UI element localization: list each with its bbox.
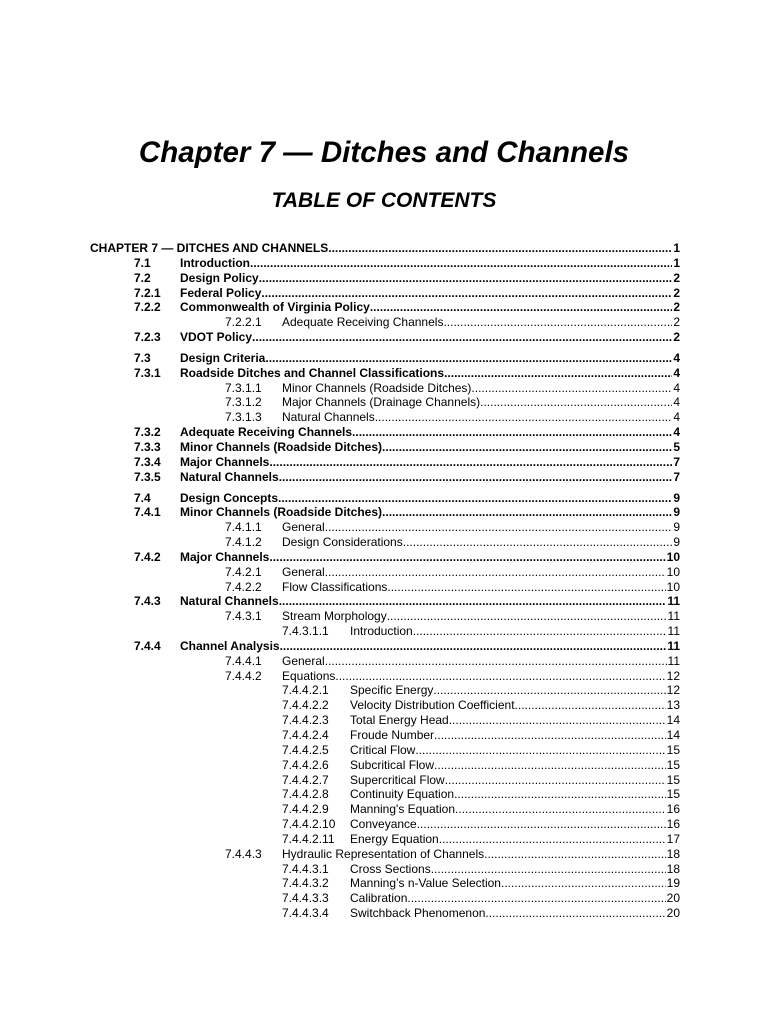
- toc-entry-page-number: 9: [673, 520, 680, 535]
- toc-entry-page-number: 19: [666, 876, 680, 891]
- toc-entry-number: 7.4.3.1: [225, 609, 262, 624]
- toc-entry-label: Manning’s n-Value Selection: [350, 876, 501, 891]
- dot-leader: [445, 773, 666, 788]
- toc-entry[interactable]: [90, 758, 680, 773]
- dot-leader: [431, 862, 666, 877]
- toc-entry-number: 7.4.4.3.1: [282, 861, 329, 876]
- toc-entry-label: Minor Channels (Roadside Ditches): [180, 505, 383, 520]
- toc-entry-label: General: [282, 520, 325, 535]
- toc-entry-number: 7.4.4.2.3: [282, 713, 329, 728]
- toc-entry[interactable]: [90, 683, 680, 698]
- toc-entry-number: 7.4.1.1: [225, 520, 262, 535]
- toc-entry-page-number: 15: [666, 772, 680, 787]
- toc-entry[interactable]: [90, 520, 680, 535]
- toc-entry[interactable]: [90, 713, 680, 728]
- dot-leader: [417, 817, 666, 832]
- toc-entry-label: Equations: [282, 668, 336, 683]
- toc-entry-page-number: 4: [673, 365, 680, 380]
- toc-entry-number: 7.4.4: [134, 638, 161, 653]
- toc-entry[interactable]: [90, 535, 680, 550]
- toc-entry-number: 7.4.2: [134, 549, 161, 564]
- toc-entry-label: Minor Channels (Roadside Ditches): [180, 439, 383, 454]
- toc-entry-page-number: 11: [667, 653, 680, 668]
- dot-leader: [444, 366, 672, 381]
- dot-leader: [280, 639, 667, 654]
- dot-leader: [387, 580, 665, 595]
- dot-leader: [485, 906, 665, 921]
- toc-entry-label: Introduction: [350, 624, 413, 639]
- toc-entry[interactable]: [90, 773, 680, 788]
- toc-entry[interactable]: [90, 256, 680, 271]
- toc-entry-label: Specific Energy: [350, 683, 434, 698]
- toc-entry-number: 7.2.1: [134, 285, 161, 300]
- toc-entry-page-number: 7: [673, 454, 680, 469]
- toc-entry[interactable]: [90, 491, 680, 506]
- toc-entry-label: Design Criteria: [180, 350, 266, 365]
- dot-leader: [382, 505, 672, 520]
- toc-entry-page-number: 14: [666, 713, 680, 728]
- toc-entry-number: 7.2.2: [134, 300, 161, 315]
- dot-leader: [387, 609, 667, 624]
- toc-entry-number: 7.4.4.3.3: [282, 891, 329, 906]
- toc-entry-label: Adequate Receiving Channels: [282, 315, 444, 330]
- toc-entry-page-number: 12: [666, 668, 680, 683]
- toc-entry-label: Flow Classifications: [282, 579, 388, 594]
- toc-entry[interactable]: [90, 381, 680, 396]
- toc-entry-label: Major Channels (Drainage Channels): [282, 395, 481, 410]
- toc-entry[interactable]: [90, 624, 680, 639]
- dot-leader: [325, 565, 666, 580]
- toc-entry-number: 7.4: [134, 490, 151, 505]
- toc-entry-number: 7.4.4.2.7: [282, 772, 329, 787]
- toc-entry-number: 7.3.5: [134, 469, 161, 484]
- toc-entry[interactable]: [90, 698, 680, 713]
- toc-entry-page-number: 9: [673, 490, 680, 505]
- toc-entry-label: Natural Channels: [282, 410, 375, 425]
- toc-heading: TABLE OF CONTENTS: [271, 189, 497, 212]
- dot-leader: [415, 743, 665, 758]
- dot-leader: [375, 410, 673, 425]
- toc-entry[interactable]: [90, 817, 680, 832]
- dot-leader: [382, 440, 672, 455]
- toc-entry-page-number: 7: [673, 469, 680, 484]
- toc-entry[interactable]: [90, 609, 680, 624]
- toc-entry-number: 7.4.4.2.6: [282, 757, 329, 772]
- toc-entry-page-number: 10: [666, 579, 680, 594]
- toc-entry-number: 7.4.4.3.2: [282, 876, 329, 891]
- toc-entry-page-number: 15: [666, 742, 680, 757]
- toc-entry[interactable]: [90, 594, 680, 609]
- page-title: Chapter 7 — Ditches and Channels: [138, 136, 630, 169]
- dot-leader: [325, 654, 667, 669]
- toc-entry[interactable]: [90, 271, 680, 286]
- toc-entry-number: 7.4.4.1: [225, 653, 262, 668]
- toc-entry-label: Introduction: [180, 255, 250, 270]
- toc-entry-page-number: 13: [666, 698, 680, 713]
- toc-entry-number: 7.4.2.1: [225, 564, 262, 579]
- toc-entry-number: 7.4.1.2: [225, 535, 262, 550]
- toc-entry-page-number: 4: [673, 395, 680, 410]
- toc-entry-label: Switchback Phenomenon: [350, 906, 486, 921]
- toc-entry-number: 7.4.4.2.4: [282, 728, 329, 742]
- toc-entry-label: Design Policy: [180, 270, 259, 285]
- dot-leader: [269, 455, 672, 470]
- toc-entry-label: Hydraulic Representation of Channels: [282, 846, 485, 861]
- toc-entry-page-number: 4: [673, 350, 680, 365]
- toc-entry-label: Energy Equation: [350, 831, 439, 846]
- toc-entry-label: Design Concepts: [180, 490, 279, 505]
- toc-entry-page-number: 2: [673, 270, 680, 285]
- dot-leader: [434, 758, 666, 773]
- toc-entry[interactable]: [90, 241, 680, 256]
- toc-entry-page-number: 16: [666, 817, 680, 832]
- dot-leader: [439, 832, 666, 847]
- toc-entry[interactable]: [90, 906, 680, 921]
- toc-entry-label: Velocity Distribution Coefficient: [350, 698, 515, 713]
- toc-entry-label: Continuity Equation: [350, 787, 455, 802]
- toc-entry-label: Subcritical Flow: [350, 757, 435, 772]
- toc-entry-label: Conveyance: [350, 817, 417, 832]
- toc-entry-number: 7.1: [134, 255, 151, 270]
- toc-entry-page-number: 20: [666, 906, 680, 921]
- toc-entry-number: 7.4.4.3: [225, 846, 262, 861]
- table-of-contents: [90, 241, 680, 921]
- toc-entry[interactable]: [90, 862, 680, 877]
- dot-leader: [265, 351, 672, 366]
- toc-entry-label: Major Channels: [180, 454, 270, 469]
- toc-entry-page-number: 16: [666, 802, 680, 817]
- dot-leader: [501, 876, 666, 891]
- toc-entry-number: 7.3.1.3: [225, 410, 262, 425]
- toc-entry[interactable]: [90, 330, 680, 345]
- dot-leader: [454, 787, 666, 802]
- toc-entry[interactable]: [90, 286, 680, 301]
- dot-leader: [370, 300, 673, 315]
- dot-leader: [325, 520, 673, 535]
- toc-entry-number: 7.3.1.1: [225, 380, 262, 395]
- toc-entry[interactable]: [90, 787, 680, 802]
- toc-entry-page-number: 2: [673, 300, 680, 315]
- dot-leader: [403, 535, 673, 550]
- toc-entry-number: 7.4.4.2: [225, 668, 262, 683]
- toc-entry-page-number: 4: [673, 425, 680, 440]
- toc-entry[interactable]: [90, 654, 680, 669]
- toc-entry[interactable]: [90, 455, 680, 470]
- dot-leader: [455, 802, 666, 817]
- toc-entry-number: 7.3.3: [134, 439, 161, 454]
- dot-leader: [250, 256, 672, 271]
- dot-leader: [259, 271, 673, 286]
- toc-entry-number: 7.2: [134, 270, 151, 285]
- toc-entry[interactable]: [90, 639, 680, 654]
- dot-leader: [279, 470, 673, 485]
- toc-entry-number: 7.4.2.2: [225, 579, 262, 594]
- toc-entry[interactable]: [90, 425, 680, 440]
- toc-entry-number: 7.2.3: [134, 330, 161, 345]
- toc-entry-number: 7.4.1: [134, 505, 161, 520]
- toc-entry-label: Calibration: [350, 891, 408, 906]
- dot-leader: [449, 713, 666, 728]
- toc-entry-label: Stream Morphology: [282, 609, 387, 624]
- toc-entry-label: Roadside Ditches and Channel Classifications: [180, 365, 445, 380]
- toc-entry-label: General: [282, 564, 325, 579]
- dot-leader: [484, 847, 666, 862]
- toc-entry-number: 7.2.2.1: [225, 315, 262, 330]
- toc-entry-page-number: 2: [673, 330, 680, 345]
- toc-entry-page-number: 20: [666, 891, 680, 906]
- dot-leader: [278, 491, 672, 506]
- toc-entry[interactable]: [90, 669, 680, 684]
- toc-entry-label: Commonwealth of Virginia Policy: [180, 300, 370, 315]
- toc-entry[interactable]: [90, 847, 680, 862]
- toc-entry-number: 7.3.1.2: [225, 395, 262, 410]
- toc-entry[interactable]: [90, 565, 680, 580]
- toc-entry[interactable]: [90, 366, 680, 381]
- toc-entry-label: Adequate Receiving Channels: [180, 425, 353, 440]
- dot-leader: [480, 395, 672, 410]
- dot-leader: [328, 241, 672, 256]
- toc-entry-page-number: 18: [666, 861, 680, 876]
- toc-entry[interactable]: [90, 743, 680, 758]
- toc-entry-label: Natural Channels: [180, 594, 279, 609]
- toc-entry[interactable]: [90, 832, 680, 847]
- dot-leader: [433, 683, 665, 698]
- dot-leader: [279, 594, 667, 609]
- toc-entry-label: Cross Sections: [350, 861, 431, 876]
- toc-entry-number: 7.3: [134, 350, 151, 365]
- toc-entry-number: 7.4.4.2.5: [282, 742, 329, 757]
- toc-entry-label: Supercritical Flow: [350, 772, 445, 787]
- toc-entry-page-number: 1: [673, 255, 680, 270]
- toc-entry-label: Minor Channels (Roadside Ditches): [282, 380, 472, 395]
- toc-entry-page-number: 10: [666, 549, 680, 564]
- toc-entry-page-number: 12: [666, 683, 680, 698]
- dot-leader: [434, 728, 666, 743]
- dot-leader: [443, 315, 672, 330]
- toc-entry-page-number: 11: [667, 624, 680, 639]
- toc-entry-number: 7.4.4.2.1: [282, 683, 329, 698]
- toc-entry-number: 7.3.2: [134, 425, 161, 440]
- dot-leader: [269, 550, 665, 565]
- toc-entry[interactable]: [90, 315, 680, 330]
- toc-entry-page-number: 1: [673, 241, 680, 255]
- toc-entry-label: Design Considerations: [282, 535, 403, 550]
- toc-entry-number: 7.4.4.2.2: [282, 698, 329, 713]
- toc-entry[interactable]: [90, 440, 680, 455]
- toc-entry-number: 7.4.4.3.4: [282, 906, 329, 921]
- dot-leader: [335, 669, 665, 684]
- toc-entry-page-number: 2: [673, 285, 680, 300]
- dot-leader: [252, 330, 672, 345]
- toc-entry-page-number: 18: [666, 846, 680, 861]
- toc-entry-page-number: 11: [667, 609, 680, 624]
- toc-entry-page-number: 10: [666, 564, 680, 579]
- toc-entry-label: Major Channels: [180, 549, 270, 564]
- toc-entry-label: Total Energy Head: [350, 713, 449, 728]
- toc-entry-page-number: 14: [666, 728, 680, 742]
- dot-leader: [413, 624, 667, 639]
- toc-entry-page-number: 15: [666, 757, 680, 772]
- toc-entry-label: VDOT Policy: [180, 330, 253, 345]
- toc-entry[interactable]: [90, 470, 680, 485]
- toc-entry-label: Natural Channels: [180, 469, 279, 484]
- toc-entry-number: 7.4.4.2.11: [282, 831, 335, 846]
- toc-entry-page-number: 9: [673, 535, 680, 550]
- toc-entry-label: CHAPTER 7 — DITCHES AND CHANNELS: [90, 241, 329, 255]
- toc-entry-page-number: 4: [673, 380, 680, 395]
- toc-entry-label: Froude Number: [350, 728, 435, 742]
- toc-entry-number: 7.4.4.2.8: [282, 787, 329, 802]
- toc-entry[interactable]: [90, 505, 680, 520]
- toc-entry-label: Manning's Equation: [350, 802, 456, 817]
- dot-leader: [407, 891, 665, 906]
- toc-entry-number: 7.4.3: [134, 594, 161, 609]
- toc-entry[interactable]: [90, 550, 680, 565]
- toc-entry[interactable]: [90, 802, 680, 817]
- toc-entry-page-number: 9: [673, 505, 680, 520]
- toc-entry-label: General: [282, 653, 325, 668]
- dot-leader: [515, 698, 666, 713]
- toc-entry-number: 7.4.3.1.1: [282, 624, 329, 639]
- toc-entry-label: Channel Analysis: [180, 638, 280, 653]
- toc-entry[interactable]: [90, 580, 680, 595]
- dot-leader: [261, 286, 672, 301]
- toc-entry-page-number: 11: [667, 638, 680, 653]
- toc-entry[interactable]: [90, 351, 680, 366]
- toc-entry-page-number: 15: [666, 787, 680, 802]
- toc-entry[interactable]: [90, 395, 680, 410]
- toc-entry-number: 7.4.4.2.9: [282, 802, 329, 817]
- toc-entry[interactable]: [90, 876, 680, 891]
- toc-entry[interactable]: [90, 410, 680, 425]
- toc-entry-number: 7.4.4.2.10: [282, 817, 336, 832]
- toc-entry-page-number: 17: [666, 831, 680, 846]
- toc-entry[interactable]: [90, 728, 680, 743]
- toc-entry-page-number: 5: [673, 439, 680, 454]
- toc-entry-page-number: 2: [673, 315, 680, 330]
- toc-entry-label: Critical Flow: [350, 742, 416, 757]
- toc-entry-page-number: 11: [667, 594, 680, 609]
- toc-entry[interactable]: [90, 300, 680, 315]
- toc-entry-number: 7.3.4: [134, 454, 161, 469]
- toc-entry-page-number: 4: [673, 410, 680, 425]
- toc-entry[interactable]: [90, 891, 680, 906]
- dot-leader: [471, 381, 672, 396]
- dot-leader: [352, 425, 672, 440]
- toc-entry-number: 7.3.1: [134, 365, 161, 380]
- toc-entry-label: Federal Policy: [180, 285, 262, 300]
